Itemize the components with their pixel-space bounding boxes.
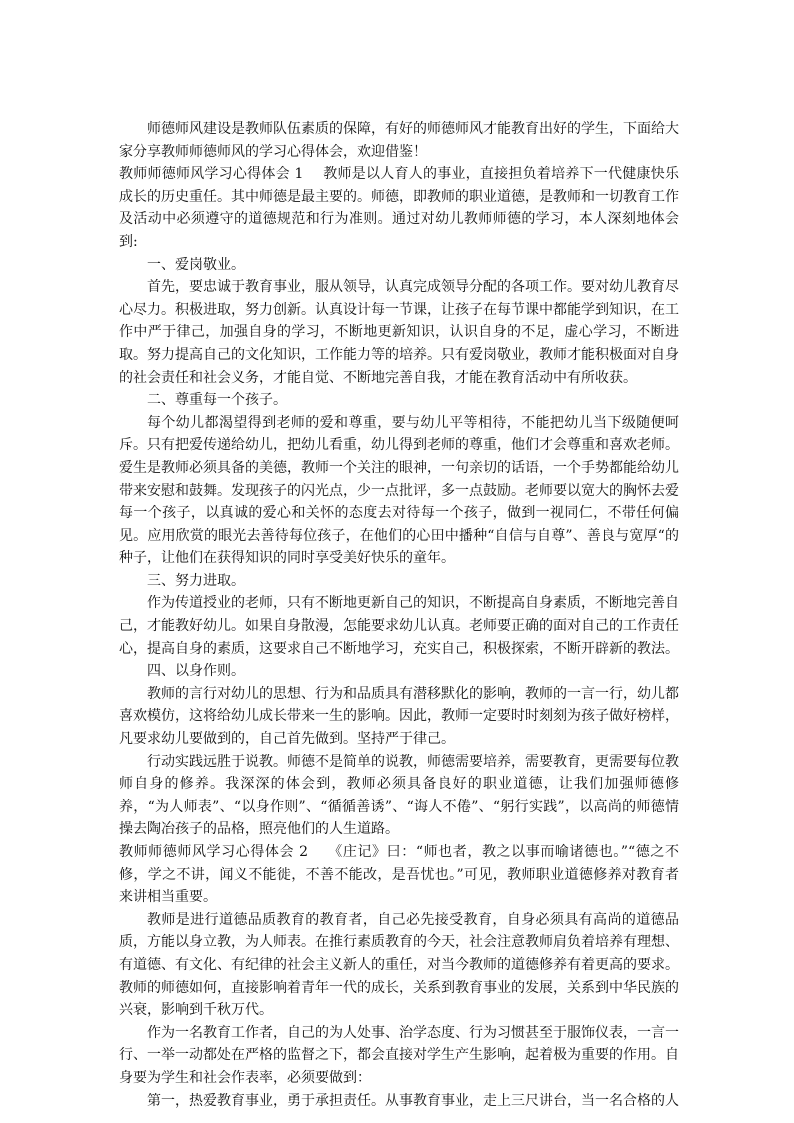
section1-heading-2: 二、尊重每一个孩子。: [147, 392, 287, 409]
document-page: [119, 118, 679, 1112]
section1-heading-4: 四、以身作则。: [147, 663, 245, 680]
section2-paragraph-1: 教师是进行道德品质教育的教育者，自己必先接受教育，自身必须具有高尚的道德品质，方能以身立教，为人师表。在推行素质教育的今天，社会注意教师肩负着培养有理想、有道德、有文化、有纪律的社会主义新人的重任，对当今教师的道德修养有着更高的要求。教师的师德如何，直接影响着青年一代的成长，关系到教育事业的发展，关系到中华民族的兴衰，影响到千秋万代。: [119, 911, 679, 1019]
intro-paragraph: 师德师风建设是教师队伍素质的保障，有好的师德师风才能教育出好的学生，下面给大家分享教师师德师风的学习心得体会，欢迎借鉴！: [119, 121, 679, 160]
section1-heading-1: 一、爱岗敬业。: [147, 256, 245, 273]
section1-paragraph-3: 作为传道授业的老师，只有不断地更新自己的知识，不断提高自身素质，不断地完善自己，才能教好幼儿。如果自身散漫，怎能要求幼儿认真。老师要正确的面对自己的工作责任心，提高自身的素质，这要求自己不断地学习，充实自己，积极探索，不断开辟新的教法。: [119, 595, 679, 657]
section2-paragraph-2: 作为一名教育工作者，自己的为人处事、治学态度、行为习惯甚至于服饰仪表，一言一行、一举一动都处在严格的监督之下，都会直接对学生产生影响，起着极为重要的作用。自身要为学生和社会作表率，必须要做到：: [119, 1024, 679, 1086]
section1-lead-paragraph: [119, 163, 679, 253]
section1-paragraph-2: 每个幼儿都渴望得到老师的爱和尊重，要与幼儿平等相待，不能把幼儿当下级随便呵斥。只有把爱传递给幼儿，把幼儿看重，幼儿得到老师的尊重，他们才会尊重和喜欢老师。爱生是教师必须具备的美德，教师一个关注的眼神，一句亲切的话语，一个手势都能给幼儿带来安慰和鼓舞。发现孩子的闪光点，少一点批评，多一点鼓励。老师要以宽大的胸怀去爱每一个孩子，以真诚的爱心和关怀的态度去对待每一个孩子，做到一视同仁，不带任何偏见。应用欣赏的眼光去善待每位孩子，在他们的心田中播种“自信与自尊”、善良与宽厚“的种子，让他们在获得知识的同时享受美好快乐的童年。: [119, 414, 679, 567]
section1-title: 教师师德师风学习心得体会 1: [119, 166, 304, 183]
section2-lead-paragraph: [119, 841, 679, 909]
section2-paragraph-3: 第一，热爱教育事业，勇于承担责任。从事教育事业，走上三尺讲台，当一名合格的人: [147, 1092, 679, 1109]
section1-paragraph-4: 教师的言行对幼儿的思想、行为和品质具有潜移默化的影响，教师的一言一行，幼儿都喜欢模仿，这将给幼儿成长带来一生的影响。因此，教师一定要时时刻刻为孩子做好榜样，凡要求幼儿要做到的，自己首先做到。坚持严于律己。: [119, 685, 679, 748]
section1-paragraph-5: 行动实践远胜于说教。师德不是简单的说教，师德需要培养，需要教育，更需要每位教师自身的修养。我深深的体会到，教师必须具备良好的职业道德，让我们加强师德修养，“为人师表”、“以身作则”、“循循善诱”、“诲人不倦”、“躬行实践”，以高尚的师德情操去陶冶孩子的品格，照亮他们的人生道路。: [119, 753, 679, 838]
section2-lead-text: 《庄记》曰：“师也者，教之以事而喻诸德也。”“德之不修，学之不讲，闻义不能徙，不善不能改，是吾忧也。”可见，教师职业道德修养对教育者来讲相当重要。: [119, 844, 679, 906]
section1-lead-text: 教师是以人育人的事业，直接担负着培养下一代健康快乐成长的历史重任。其中师德是最主要的。师德，即教师的职业道德，是教师和一切教育工作及活动中必须遵守的道德规范和行为准则。通过对幼儿教师师德的学习，本人深刻地体会到:: [119, 166, 679, 250]
section1-paragraph-1: 首先，要忠诚于教育事业，服从领导，认真完成领导分配的各项工作。要对幼儿教育尽心尽力。积极进取，努力创新。认真设计每一节课，让孩子在每节课中都能学到知识，在工作中严于律己，加强自身的学习，不断地更新知识，认识自身的不足，虚心学习，不断进取。努力提高自己的文化知识，工作能力等的培养。只有爱岗敬业，教师才能积极面对自身的社会责任和社会义务，才能自觉、不断地完善自我，才能在教育活动中有所收获。: [119, 279, 679, 386]
section1-heading-3: 三、努力进取。: [147, 572, 245, 589]
section2-title: 教师师德师风学习心得体会 2: [119, 844, 309, 860]
